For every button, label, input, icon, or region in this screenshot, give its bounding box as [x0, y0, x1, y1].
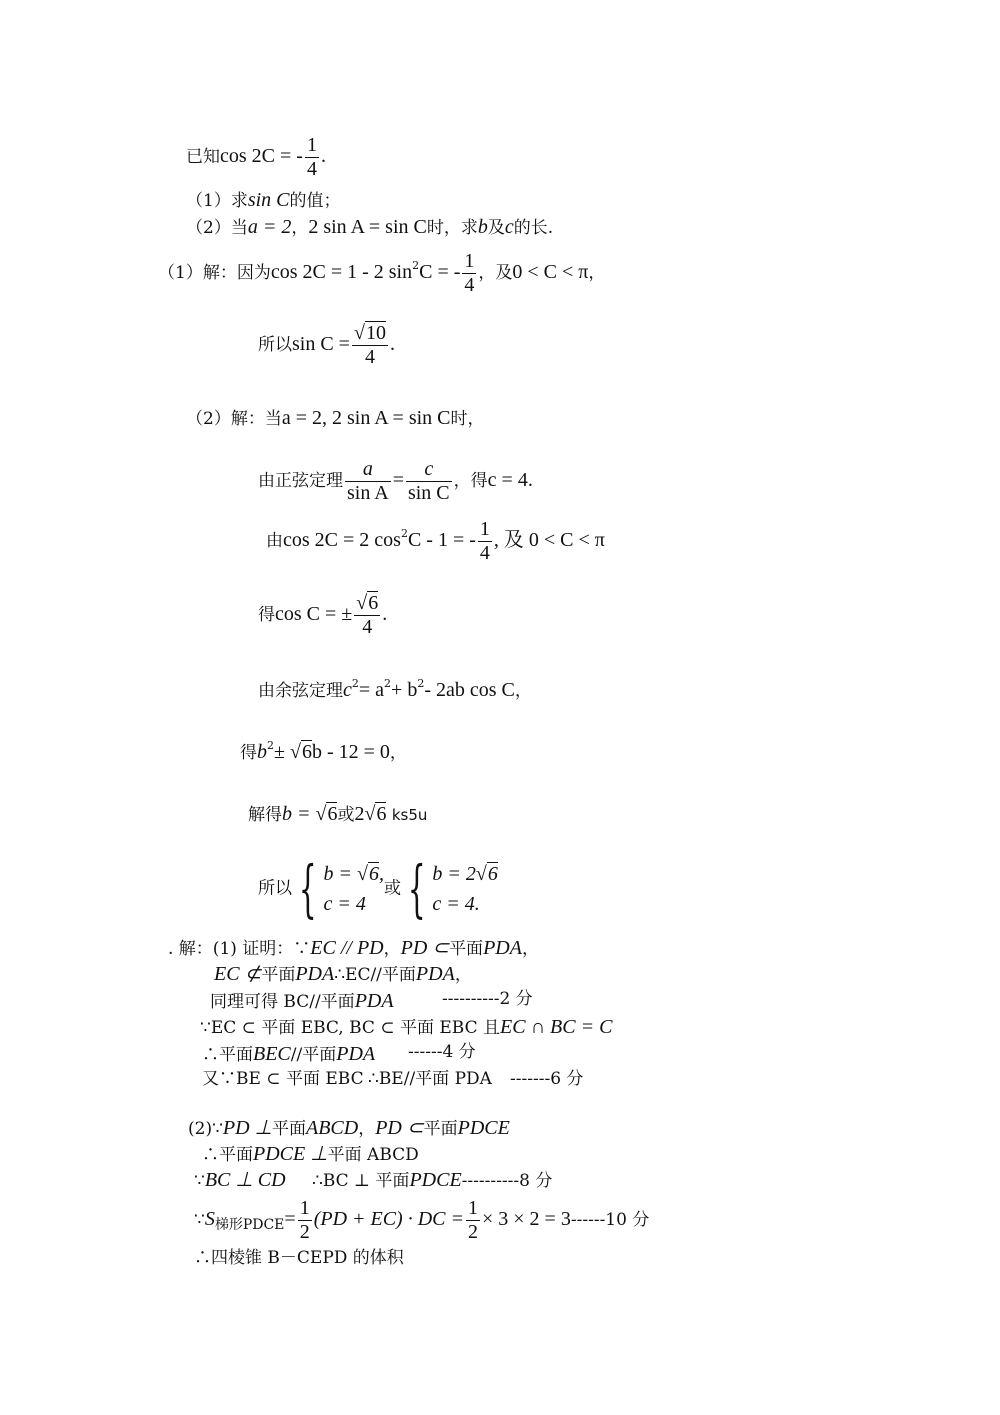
fraction-a-over-sinA: $\frac{a}{\text{sin A}}$ [347, 458, 389, 504]
fraction-sqrt6-over-4: $\frac{√6}{4}$ [356, 592, 379, 638]
equals: = [284, 1208, 296, 1230]
cosine-law-label: 由余弦定理 [258, 681, 343, 701]
quadratic-tail: b - 12 = 0 [311, 741, 390, 763]
geo-line-5 [202, 1042, 476, 1065]
geo-p2-b: PD ⊥ [222, 1117, 272, 1139]
system-2: b = 2√6 c = 4. [432, 863, 498, 915]
comma: ， [588, 263, 606, 283]
geo-l2-d: ∴EC//平面 [334, 965, 416, 985]
given-line [186, 134, 326, 181]
q2-when: 时，求 [426, 218, 478, 238]
geo-l4-b: EC ∩ BC = C [500, 1016, 613, 1038]
sine-law-line: 由正弦定理 $\frac{a}{\text{sin A}}$ = $\frac{c}{\text{sin C}}$ ，得c = 4. [258, 458, 533, 504]
two: 2 [354, 803, 365, 825]
fraction-sqrt10-over-4: $\frac{√10}{4}$ [353, 322, 386, 368]
left-brace: { [407, 852, 426, 925]
system-line [258, 852, 498, 925]
geo-l6-a: 又∵BE ⊂ 平面 EBC [202, 1069, 364, 1089]
geo-part2-line-4 [194, 1197, 649, 1244]
geo-line-1 [168, 938, 539, 958]
cos-range: , 及 0 < C < π [493, 529, 605, 551]
geo-p5-mid: (PD + EC) · DC = [313, 1208, 464, 1230]
geo-line-3 [210, 989, 533, 1012]
so-label: 所以 [258, 878, 292, 899]
sol1-result: 所以sin C = $\frac{√10}{4}$ . [258, 322, 395, 368]
quadratic-line: 得$b^2\pm √6b - 12 = 0$， [240, 739, 407, 763]
score-8: ----------8 分 [461, 1171, 553, 1191]
geo-p2-f: PD ⊂ [375, 1117, 424, 1139]
watermark-text: ks5u [391, 806, 428, 824]
cosine-law-line: 由余弦定理$c^2= a^2+ b^2-$ 2ab cos C， [258, 677, 532, 701]
geo-p2-h: PDCE [457, 1117, 510, 1139]
plane-label: 平面 [261, 965, 296, 985]
comma: ， [521, 939, 539, 959]
geo-l1-e: PDA [483, 937, 522, 959]
fraction-one-quarter: $\frac{1}{4}$ [306, 134, 317, 180]
cos-double-line [266, 518, 605, 565]
get-label: 得 [240, 743, 257, 763]
cosc-expression: cos C = ± [275, 603, 353, 625]
geo-l1-a: EC // PD [310, 937, 384, 959]
q1-expression: sin C [247, 189, 290, 211]
or-label: 或 [383, 878, 401, 899]
geo-l3-a: 同理可得 BC//平面 [210, 992, 355, 1012]
superscript: 2 [267, 739, 274, 752]
fraction-one-quarter: $\frac{1}{4}$ [464, 250, 475, 296]
superscript: 2 [417, 677, 425, 690]
geo-part2-line-1 [188, 1118, 510, 1138]
q2-condition: 2 sin A = sin C [308, 216, 427, 238]
left-brace: { [298, 852, 317, 925]
plane-label: 平面 [449, 939, 484, 959]
score-4: ------4 分 [408, 1042, 476, 1062]
geo-part2-line-2 [202, 1144, 419, 1164]
sol1-equation-tail: C = - [419, 261, 461, 283]
given-label: 已知 [186, 147, 220, 167]
plane-label: 平面 [272, 1119, 306, 1139]
superscript: 2 [400, 527, 408, 540]
geo-p3-b: PDCE ⊥ [253, 1143, 328, 1165]
q2-and: 及 [487, 218, 505, 238]
solve-label: 解得 [248, 805, 282, 825]
because-symbol: ∵ [194, 1210, 205, 1230]
geo-l2-c: PDA [295, 963, 335, 985]
sol2-when: 时， [450, 409, 485, 429]
by-label: 由 [266, 531, 283, 551]
q1-tail: 的值； [289, 191, 341, 211]
b-equals: b = [282, 803, 316, 825]
geo-line-6 [202, 1069, 584, 1089]
score-10: ------10 分 [570, 1210, 650, 1230]
geo-part2-line-5 [194, 1250, 404, 1267]
geo-p5-tail: × 3 × 2 = 3 [482, 1208, 571, 1230]
fraction-one-quarter: $\frac{1}{4}$ [479, 518, 490, 564]
or-label: 或 [337, 805, 355, 825]
fraction-one-half: $\frac{1}{2}$ [468, 1197, 478, 1243]
question-1 [186, 190, 341, 210]
get-label: 得 [258, 605, 275, 625]
sol2-condition: a = 2, 2 sin A = sin C [281, 407, 451, 429]
got-label: ，得 [453, 471, 488, 491]
sol1-label: （1）解：因为 [158, 263, 271, 283]
law-part3: - 2ab cos C [424, 679, 515, 701]
geo-l4-a: ∵EC ⊂ 平面 EBC, BC ⊂ 平面 EBC 且 [200, 1018, 501, 1038]
system-1: b = √6, c = 4 [323, 863, 384, 915]
cos-equation: cos 2C = 2 cos [283, 529, 401, 551]
volume-statement: ∴四棱锥 B－CEPD 的体积 [194, 1248, 404, 1268]
q2-b: b [477, 216, 488, 238]
q1-label: （1）求 [186, 191, 248, 211]
geo-p4-group [312, 1170, 552, 1190]
solve-line: 解得b = √6或2√6 ks5u [248, 803, 428, 825]
given-equation: cos 2C = - [220, 145, 303, 167]
geo-l5-b: BEC [253, 1043, 291, 1065]
plus-minus: ± [274, 741, 290, 763]
geo-l5-d: PDA [336, 1043, 376, 1065]
geo-l1-c: PD ⊂ [400, 937, 450, 959]
because-symbol: ∵ [194, 1171, 205, 1191]
superscript: 2 [384, 677, 392, 690]
sol2-label: （2）解：当 [186, 409, 282, 429]
geo-l1-pre: . 解：(1) 证明：∵ [168, 939, 311, 959]
law-part2: + b [391, 679, 418, 701]
comma: ， [358, 1119, 376, 1139]
superscript: 2 [412, 259, 420, 272]
geo-line-2 [214, 964, 472, 984]
q2-label: （2）当 [186, 218, 248, 238]
period: . [320, 145, 326, 167]
geo-l5-a: ∴平面 [202, 1045, 253, 1065]
sinc-expression: sin C = [292, 333, 350, 355]
sine-law-label: 由正弦定理 [258, 471, 343, 491]
c-equals-4: c = 4. [487, 469, 533, 491]
geo-p4-d: PDCE [409, 1169, 462, 1191]
q2-tail: 的长. [513, 218, 554, 238]
law-part1: = a [358, 679, 385, 701]
so-label: 所以 [258, 335, 292, 355]
sol2-label-line [186, 408, 485, 428]
question-2: （2）当a = 2，2 sin A = sin C时，求b及c的长. [186, 216, 554, 238]
score-2: ----------2 分 [442, 989, 533, 1009]
comma: ， [383, 939, 401, 959]
geo-p4-b: BC ⊥ CD [204, 1169, 286, 1191]
geo-p3-c: 平面 ABCD [327, 1145, 419, 1165]
plane-label: 平面 [423, 1119, 458, 1139]
fraction-c-over-sinC: $\frac{c}{\text{sin C}}$ [407, 458, 450, 504]
q2-a-value: a = 2 [247, 216, 292, 238]
area-symbol: S [204, 1208, 215, 1230]
geo-p3-a: ∴平面 [202, 1145, 253, 1165]
geo-p4-c: ∴BC ⊥ 平面 [312, 1171, 410, 1191]
solution-1-line [158, 250, 605, 297]
geo-l2-e: PDA [415, 963, 455, 985]
sol1-equation: cos 2C = 1 - 2 sin [270, 261, 413, 283]
geo-p2-d: ABCD [306, 1117, 359, 1139]
geo-p2-a: (2)∵ [188, 1119, 223, 1139]
geo-l5-c: //平面 [290, 1045, 337, 1065]
geo-l3-b: PDA [354, 990, 394, 1012]
sol1-range: 0 < C < π [512, 261, 589, 283]
q2-c: c [504, 216, 514, 238]
cos-equation-tail: C - 1 = - [407, 529, 476, 551]
geo-l6-b: ∴BE//平面 PDA [368, 1069, 492, 1089]
geo-l2-a: EC ⊄ [214, 963, 262, 985]
sol1-condition-label: ，及 [478, 263, 513, 283]
score-6: -------6 分 [510, 1069, 584, 1089]
superscript: 2 [351, 677, 359, 690]
geo-line-4 [200, 1017, 612, 1037]
geo-part2-line-3 [194, 1169, 553, 1191]
cosc-line: 得cos C = ± $\frac{√6}{4}$ . [258, 592, 388, 638]
comma: ， [454, 965, 472, 985]
area-subscript: 梯形PDCE [214, 1217, 285, 1233]
fraction-one-half: $\frac{1}{2}$ [299, 1197, 310, 1243]
